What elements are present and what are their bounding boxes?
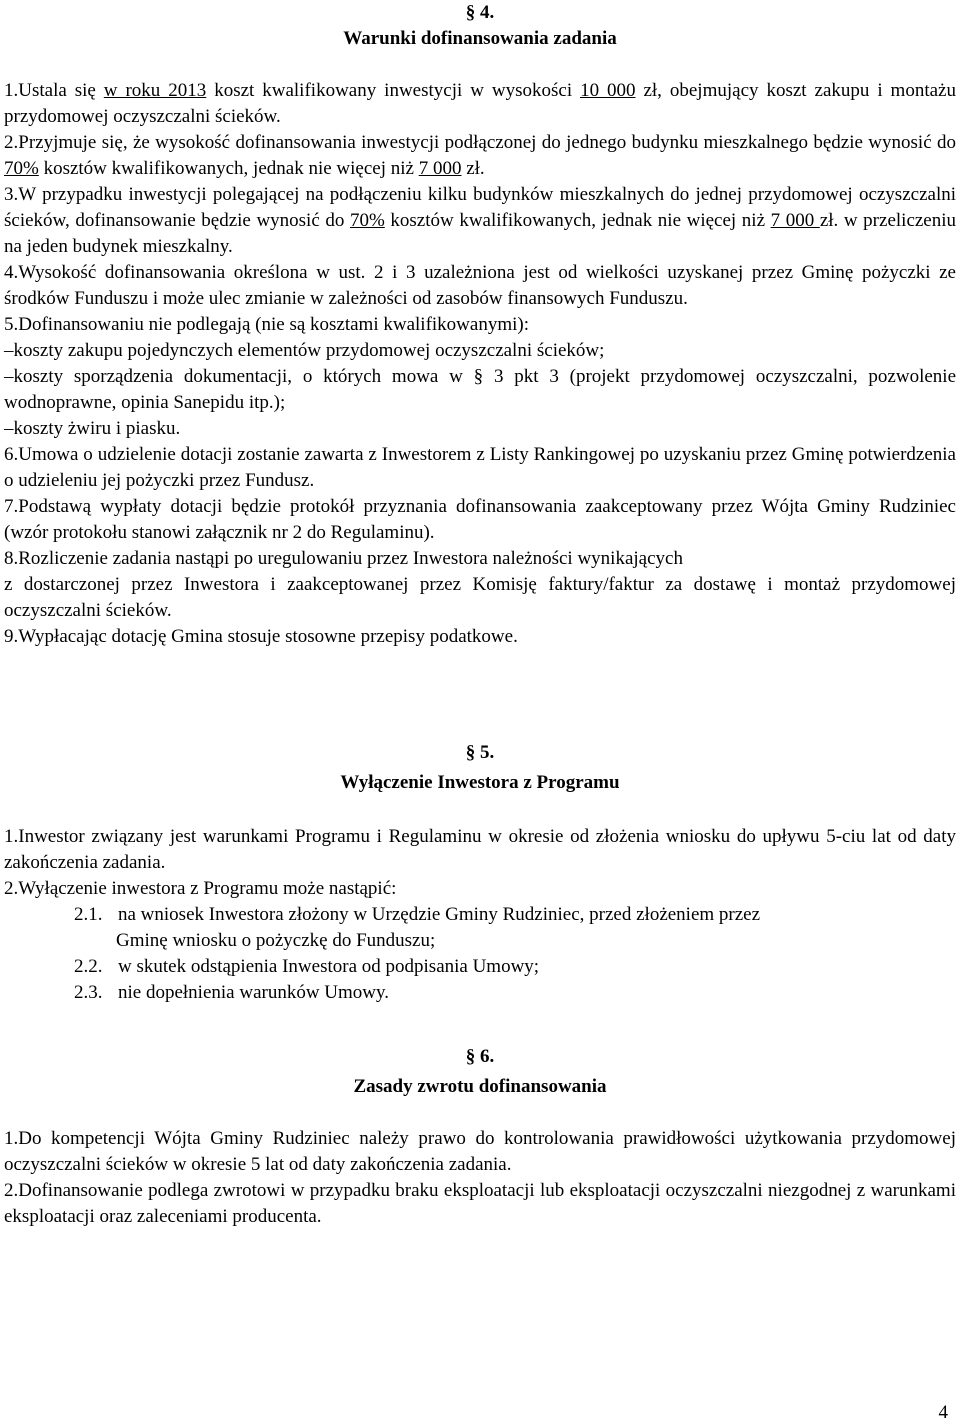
section-4-number: § 4. [465,2,495,23]
section-6-number: § 6. [465,1046,495,1067]
s4-paragraph-7: 7.Podstawą wypłaty dotacji będzie protokół przyznania dofinansowania zaakceptowany przez Wójta Gminy Rudziniec (wzór protokołu stanowi załącznik nr 2 do Regulaminu). [4,496,956,543]
s4-paragraph-4: 4.Wysokość dofinansowania określona w ust. 2 i 3 uzależniona jest od wielkości uzyskanej przez Gminę pożyczki ze środków Funduszu i może ulec zmianie w zależności od zasobów finansowych Funduszu. [4,262,956,309]
s4-dash-item-3: –koszty żwiru i piasku. [4,418,181,439]
s4-paragraph-8b: z dostarczonej przez Inwestora i zaakceptowanej przez Komisję faktury/faktur za dostawę i montaż przydomowej oczyszczalni ścieków. [4,574,956,621]
s5-paragraph-2: 2.Wyłączenie inwestora z Programu może nastąpić: [4,878,397,899]
section-6-body [4,1126,956,1230]
s4-dash-item-2: –koszty sporządzenia dokumentacji, o których mowa w § 3 pkt 3 (projekt przydomowej oczyszczalni, pozwolenie wodnoprawne, opinia Sanepidu itp.); [4,366,956,413]
s4-paragraph-5: 5.Dofinansowaniu nie podlegają (nie są kosztami kwalifikowanymi): [4,314,530,335]
s5-item-2-2: 2.2. w skutek odstąpienia Inwestora od podpisania Umowy; [74,956,540,977]
page-number: 4 [938,1402,948,1423]
s4-paragraph-8a: 8.Rozliczenie zadania nastąpi po uregulowaniu przez Inwestora należności wynikających [4,548,683,569]
s5-item-2-1: 2.1. na wniosek Inwestora złożony w Urzędzie Gminy Rudziniec, przed złożeniem przez [74,904,761,925]
s4-paragraph-1: 1.Ustala się w roku 2013 koszt kwalifikowany inwestycji w wysokości 10 000 zł, obejmujący koszt zakupu i montażu przydomowej oczyszczalni ścieków. [4,80,956,127]
s5-paragraph-1: 1.Inwestor związany jest warunkami Programu i Regulaminu w okresie od złożenia wniosku do upływu 5-ciu lat od daty zakończenia zadania. [4,826,956,873]
section-5-number: § 5. [465,742,495,763]
s5-item-2-1-cont: Gminę wniosku o pożyczkę do Funduszu; [116,930,436,951]
section-5-title: Wyłączenie Inwestora z Programu [340,772,620,793]
s4-paragraph-9: 9.Wypłacając dotację Gmina stosuje stosowne przepisy podatkowe. [4,626,518,647]
s4-paragraph-2: 2.Przyjmuje się, że wysokość dofinansowania inwestycji podłączonej do jednego budynku mieszkalnego będzie wynosić do 70% kosztów kwalifikowanych, jednak nie więcej niż 7 000 zł. [4,132,956,179]
s4-paragraph-6: 6.Umowa o udzielenie dotacji zostanie zawarta z Inwestorem z Listy Rankingowej po uzyskaniu przez Gminę potwierdzenia o udzieleniu jej pożyczki przez Fundusz. [4,444,956,491]
s5-item-2-3: 2.3. nie dopełnienia warunków Umowy. [74,982,390,1003]
section-4-body [4,78,956,650]
section-5-body [4,824,956,1006]
s4-dash-item-1: –koszty zakupu pojedynczych elementów przydomowej oczyszczalni ścieków; [4,340,605,361]
section-4-title: Warunki dofinansowania zadania [343,28,617,49]
section-6-title: Zasady zwrotu dofinansowania [353,1076,607,1097]
s4-paragraph-3: 3.W przypadku inwestycji polegającej na podłączeniu kilku budynków mieszkalnych do jednej przydomowej oczyszczalni ścieków, dofinansowanie będzie wynosić do 70% kosztów kwalifikowanych, jednak nie więcej niż 7 000 zł. w przeliczeniu na jeden budynek mieszkalny. [4,184,957,257]
s6-paragraph-2: 2.Dofinansowanie podlega zwrotowi w przypadku braku eksploatacji lub eksploatacji oczyszczalni niezgodnej z warunkami eksploatacji oraz zaleceniami producenta. [4,1180,956,1227]
s6-paragraph-1: 1.Do kompetencji Wójta Gminy Rudziniec należy prawo do kontrolowania prawidłowości użytkowania przydomowej oczyszczalni ścieków w okresie 5 lat od daty zakończenia zadania. [4,1128,956,1175]
